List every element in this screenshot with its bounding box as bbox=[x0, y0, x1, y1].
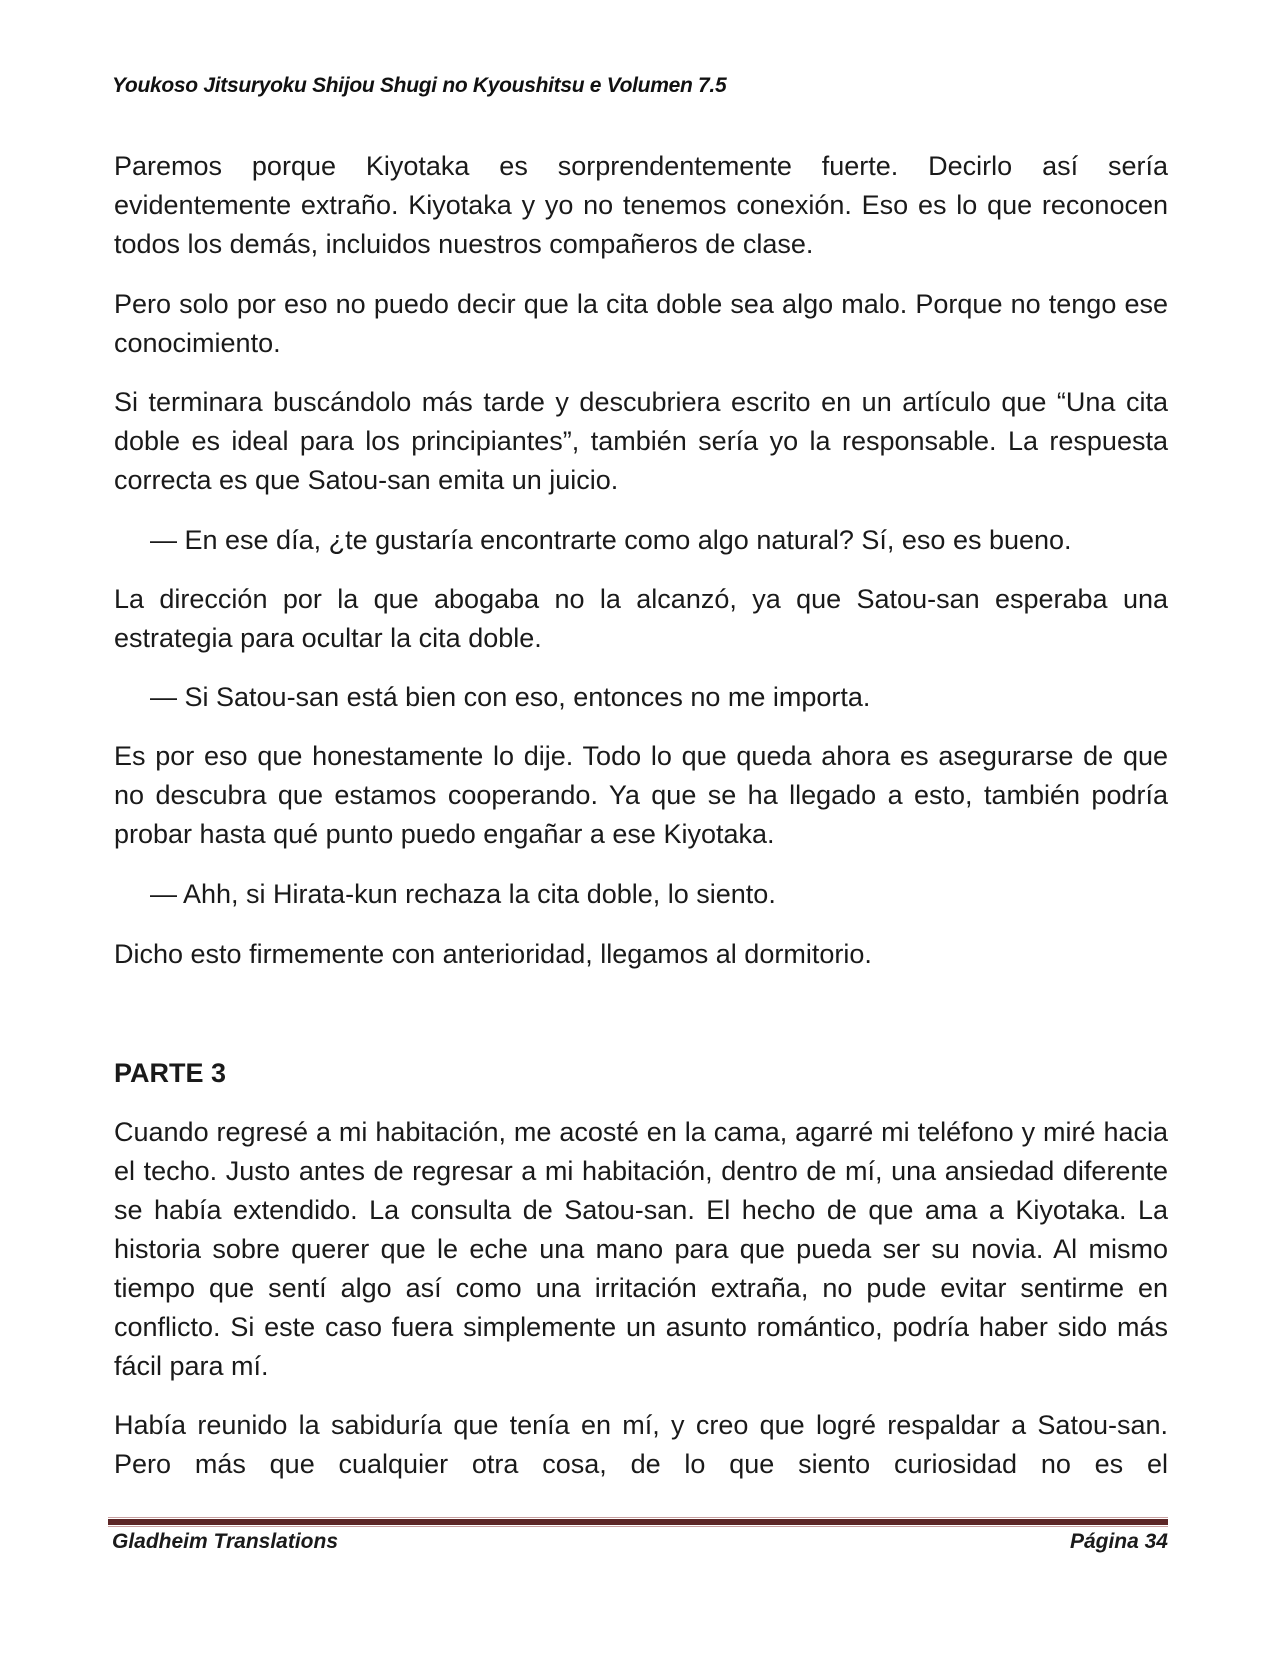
footer-rule-thin-bottom bbox=[108, 1526, 1168, 1527]
paragraph: Dicho esto firmemente con anterioridad, llegamos al dormitorio. bbox=[114, 939, 872, 969]
paragraph: Paremos porque Kiyotaka es sorprendentemente fuerte. Decirlo así sería evidentemente extraño. Kiyotaka y yo no tenemos conexión. Eso es lo que reconocen todos los demás, incluidos nuestros compañeros de clase. bbox=[114, 151, 1168, 259]
paragraph: Había reunido la sabiduría que tenía en mí, y creo que logré respaldar a Satou-san. Pero más que cualquier otra cosa, de lo que siento curiosidad no es el bbox=[114, 1410, 1168, 1479]
paragraph: La dirección por la que abogaba no la alcanzó, ya que Satou-san esperaba una estrategia para ocultar la cita doble. bbox=[114, 584, 1168, 653]
running-header: Youkoso Jitsuryoku Shijou Shugi no Kyoushitsu e Volumen 7.5 bbox=[112, 74, 727, 97]
paragraph: Es por eso que honestamente lo dije. Todo lo que queda ahora es asegurarse de que no descubra que estamos cooperando. Ya que se ha llegado a esto, también podría probar hasta qué punto puedo engañar a ese Kiyotaka. bbox=[114, 741, 1168, 849]
dialogue-line: — Si Satou-san está bien con eso, entonces no me importa. bbox=[150, 682, 871, 712]
page-number: Página 34 bbox=[1069, 1530, 1168, 1553]
paragraph: Cuando regresé a mi habitación, me acosté en la cama, agarré mi teléfono y miré hacia el techo. Justo antes de regresar a mi habitación, dentro de mí, una ansiedad diferente se había extendido. La consulta de Satou-san. El hecho de que ama a Kiyotaka. La historia sobre querer que le eche una mano para que pueda ser su novia. Al mismo tiempo que sentí algo así como una irritación extraña, no pude evitar sentirme en conflicto. Si este caso fuera simplemente un asunto romántico, podría haber sido más fácil para mí. bbox=[114, 1117, 1168, 1381]
paragraph: Pero solo por eso no puedo decir que la cita doble sea algo malo. Porque no tengo ese conocimiento. bbox=[114, 289, 1168, 358]
footer-rule bbox=[108, 1519, 1168, 1525]
dialogue-line: — En ese día, ¿te gustaría encontrarte como algo natural? Sí, eso es bueno. bbox=[150, 525, 1072, 555]
footer-translator: Gladheim Translations bbox=[112, 1530, 339, 1553]
footer-rule-thin-top bbox=[108, 1517, 1168, 1518]
paragraph: Si terminara buscándolo más tarde y descubriera escrito en un artículo que “Una cita doble es ideal para los principiantes”, también sería yo la responsable. La respuesta correcta es que Satou-san emita un juicio. bbox=[114, 387, 1168, 495]
dialogue-line: — Ahh, si Hirata-kun rechaza la cita doble, lo siento. bbox=[150, 879, 776, 909]
section-heading: PARTE 3 bbox=[114, 1058, 227, 1088]
